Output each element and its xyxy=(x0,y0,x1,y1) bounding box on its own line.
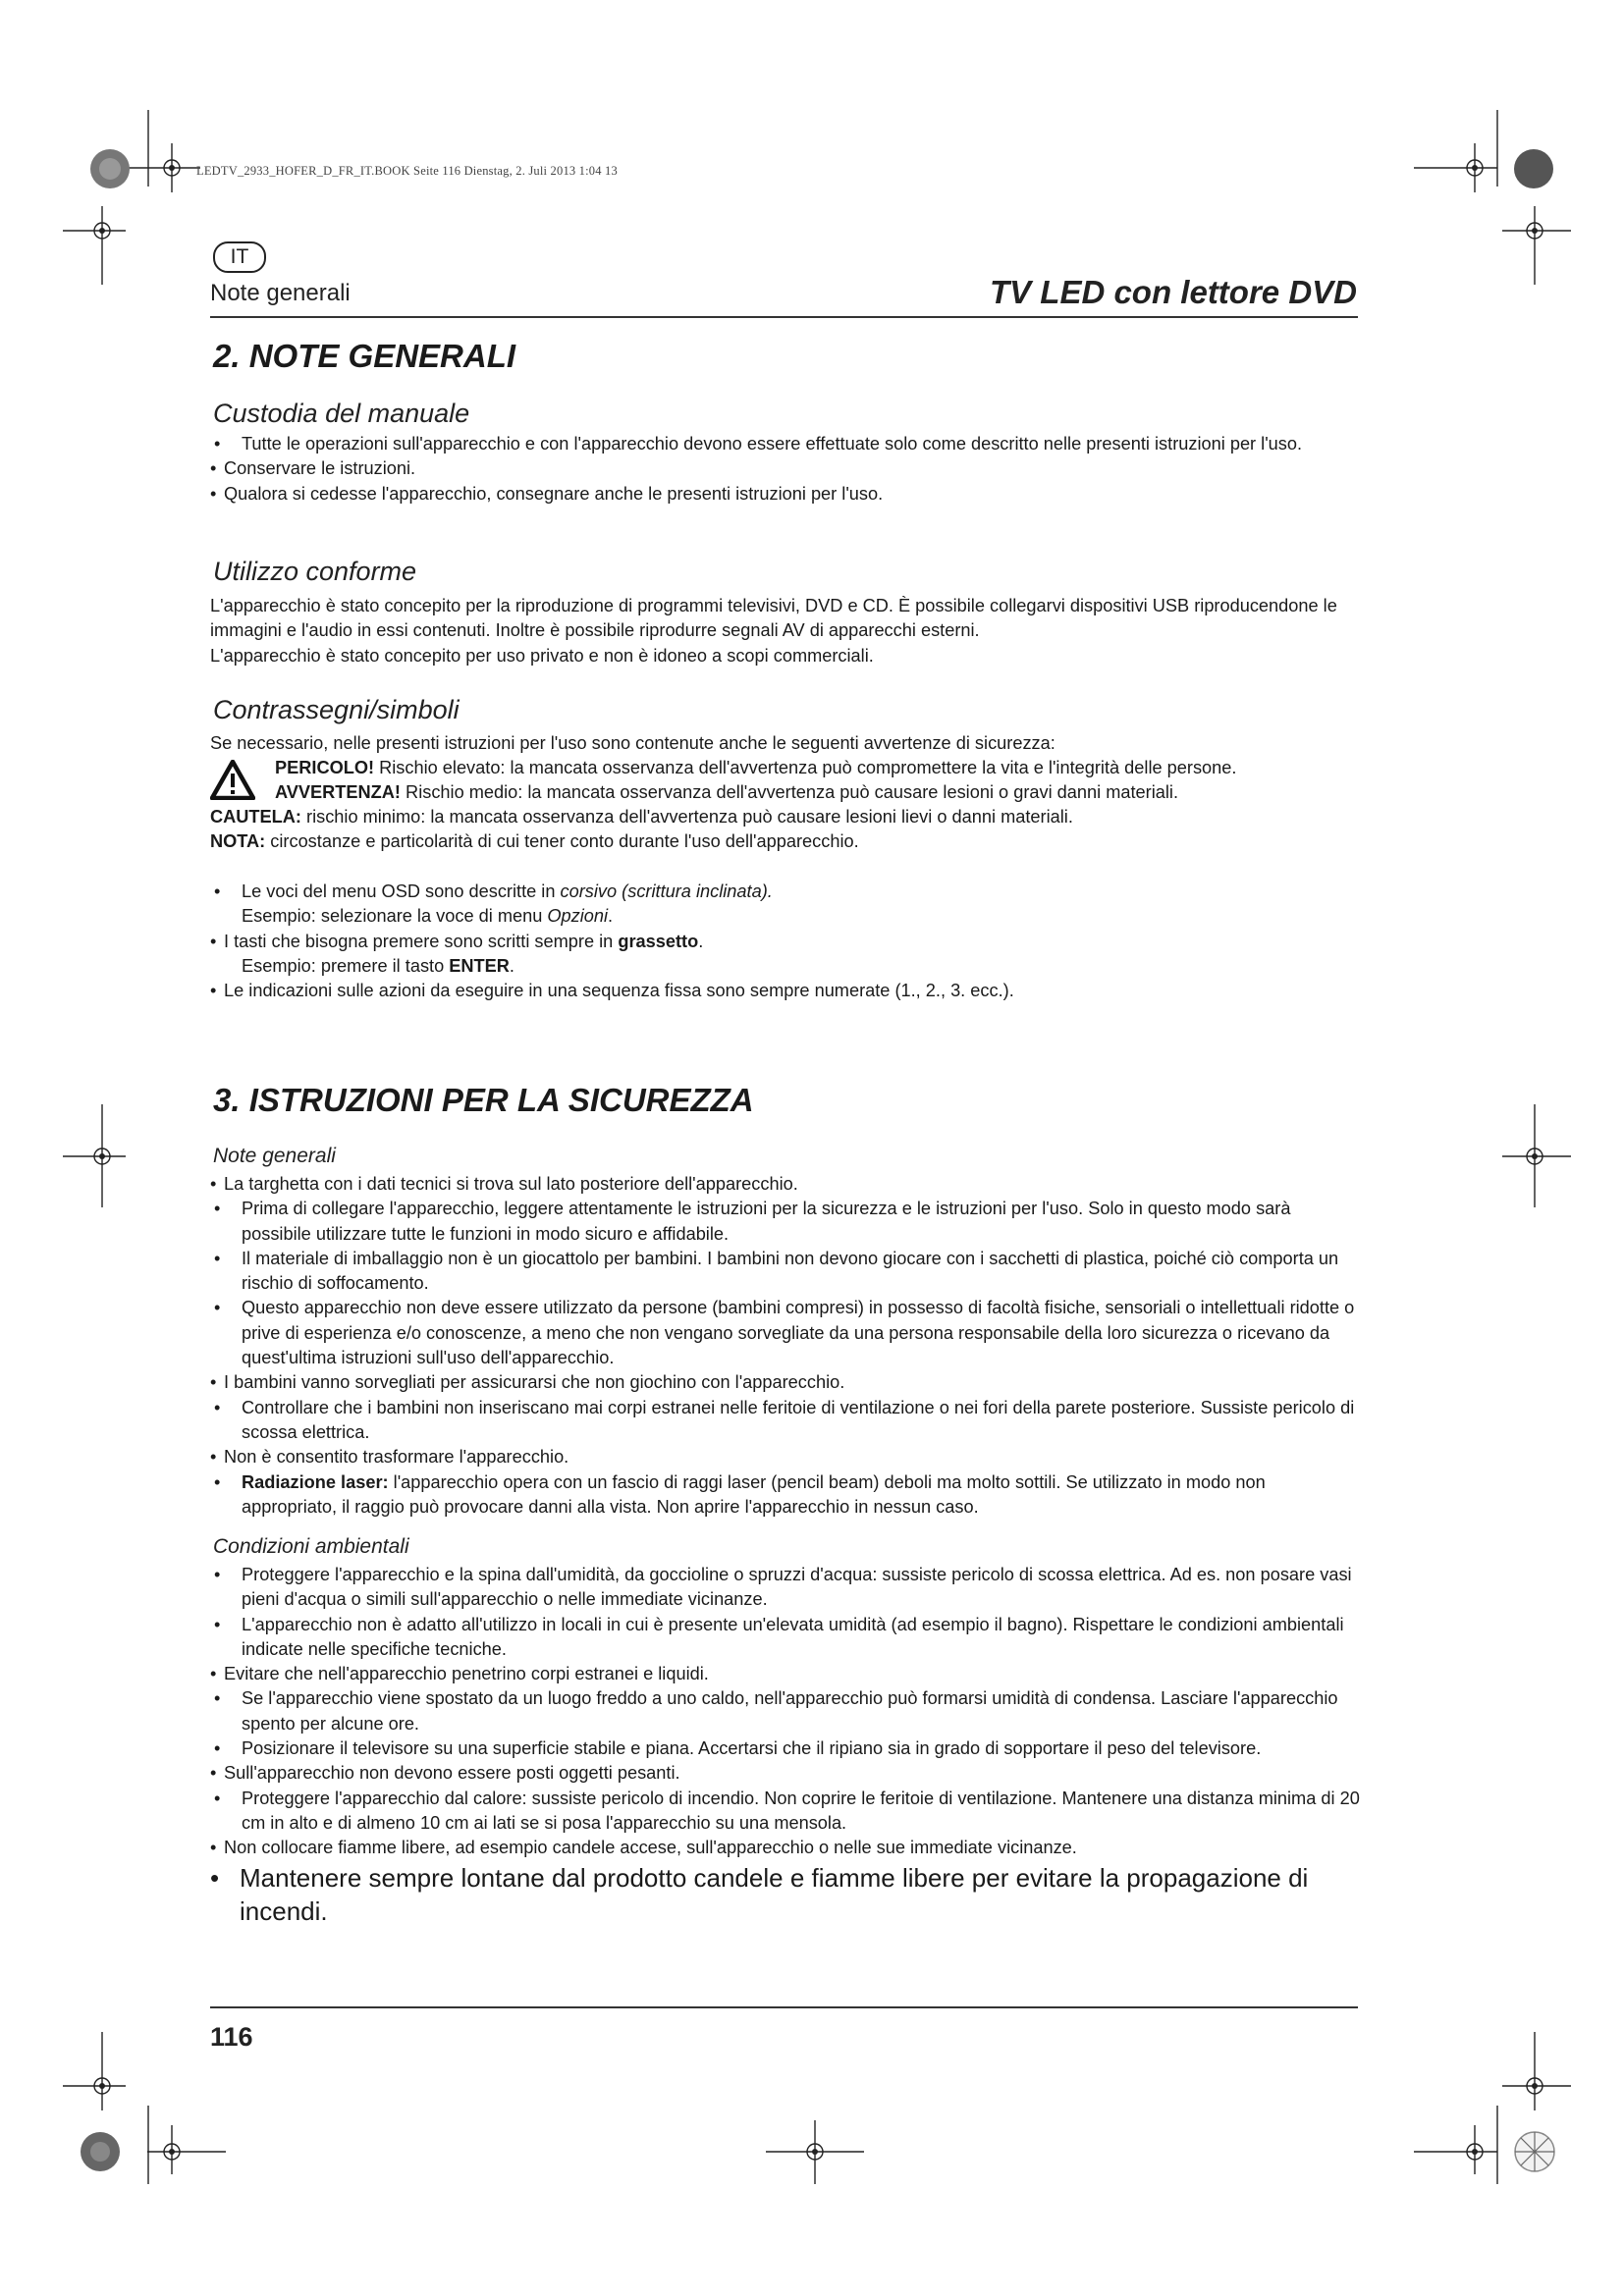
condizioni-heading: Condizioni ambientali xyxy=(213,1535,409,1558)
list-item xyxy=(210,880,1361,904)
list-item: • Evitare che nell'apparecchio penetrino corpi estranei e liquidi. xyxy=(210,1662,1361,1686)
header-title: TV LED con lettore DVD xyxy=(989,274,1357,310)
nota-line xyxy=(210,829,1361,854)
list-item: • Posizionare il televisore su una superficie stabile e piana. Accertarsi che il ripiano sia in grado di sopportare il peso del televisore. xyxy=(210,1736,1361,1761)
list-item: • Non collocare fiamme libere, ad esempio candele accese, sull'apparecchio o nelle sue immediate vicinanze. xyxy=(210,1836,1361,1860)
warning-triangle-icon xyxy=(210,760,255,800)
osd-text: Le voci del menu OSD sono descritte in xyxy=(242,881,561,901)
keys-example-text: Esempio: premere il tasto xyxy=(242,955,450,976)
custodia-list xyxy=(210,432,1361,507)
list-item: • Proteggere l'apparecchio dal calore: sussiste pericolo di incendio. Non coprire le feritoie di ventilazione. Mantenere una distanza minima di 20 cm in alto e di almeno 10 cm ai lati se si posa l'apparecchio su una mensola. xyxy=(210,1787,1361,1837)
osd-italic: corsivo (scrittura inclinata). xyxy=(560,881,773,901)
list-item xyxy=(210,1470,1361,1521)
header-divider xyxy=(210,316,1358,318)
cautela-label: CAUTELA: xyxy=(210,807,301,827)
nota-label: NOTA: xyxy=(210,831,266,851)
list-item: • Non è consentito trasformare l'apparecchio. xyxy=(210,1445,1361,1469)
avvertenza-line xyxy=(275,780,1365,805)
keys-bold: grassetto xyxy=(618,931,699,951)
list-item xyxy=(210,930,1361,954)
conventions-list xyxy=(210,880,1361,1003)
footer-divider xyxy=(210,2006,1358,2008)
paragraph: L'apparecchio è stato concepito per uso privato e non è idoneo a scopi commerciali. xyxy=(210,645,874,666)
section-2-heading: 2. NOTE GENERALI xyxy=(213,338,516,374)
list-item: • Prima di collegare l'apparecchio, leggere attentamente le istruzioni per la sicurezza e le istruzioni per l'uso. Solo in questo modo sarà possibile utilizzare tutte le funzioni in modo sicuro e affidabile. xyxy=(210,1197,1361,1247)
contrassegni-intro: Se necessario, nelle presenti istruzioni per l'uso sono contenute anche le seguenti avvertenze di sicurezza: xyxy=(210,733,1056,753)
print-info: LEDTV_2933_HOFER_D_FR_IT.BOOK Seite 116 Dienstag, 2. Juli 2013 1:04 13 xyxy=(196,164,618,178)
language-badge: IT xyxy=(213,241,266,273)
condizioni-list xyxy=(210,1563,1361,1928)
keys-example-end: . xyxy=(509,955,514,976)
keys-example xyxy=(210,954,1361,979)
avvertenza-text: Rischio medio: la mancata osservanza dell'avvertenza può causare lesioni o gravi danni materiali. xyxy=(401,782,1179,802)
osd-example-italic: Opzioni xyxy=(547,906,609,927)
laser-label: Radiazione laser: xyxy=(242,1471,389,1492)
contrassegni-heading: Contrassegni/simboli xyxy=(213,695,460,724)
note-generali-heading: Note generali xyxy=(213,1145,336,1167)
list-item: • Se l'apparecchio viene spostato da un luogo freddo a uno caldo, nell'apparecchio può formarsi umidità di condensa. Lasciare l'apparecchio spento per alcune ore. xyxy=(210,1686,1361,1736)
pericolo-line xyxy=(275,756,1365,780)
list-item: • Il materiale di imballaggio non è un giocattolo per bambini. I bambini non devono giocare con i sacchetti di plastica, poiché ciò comporta un rischio di soffocamento. xyxy=(210,1247,1361,1297)
page-number: 116 xyxy=(210,2022,253,2052)
list-item: • Questo apparecchio non deve essere utilizzato da persone (bambini compresi) in possesso di facoltà fisiche, sensoriali o intellettuali ridotte o prive di esperienza e/o conoscenze, a meno che non vengano sorvegliate da una persona responsabile della loro sicurezza o ricevano da quest'ultima istruzioni sull'uso dell'apparecchio. xyxy=(210,1296,1361,1370)
custodia-heading: Custodia del manuale xyxy=(213,399,470,428)
list-item: • La targhetta con i dati tecnici si trova sul lato posteriore dell'apparecchio. xyxy=(210,1172,1361,1197)
osd-example-text: Esempio: selezionare la voce di menu xyxy=(242,906,548,927)
cautela-text: rischio minimo: la mancata osservanza dell'avvertenza può causare lesioni lievi o danni materiali. xyxy=(300,807,1073,827)
avvertenza-label: AVVERTENZA! xyxy=(275,782,401,802)
keys-example-bold: ENTER xyxy=(449,955,510,976)
osd-example-end: . xyxy=(608,906,614,927)
note-generali-list xyxy=(210,1172,1361,1520)
list-item: • Proteggere l'apparecchio e la spina dall'umidità, da goccioline o spruzzi d'acqua: sussiste pericolo di scossa elettrica. Ad es. non posare vasi pieni d'acqua o simili sull'apparecchio o nelle immediate vicinanze. xyxy=(210,1563,1361,1613)
section-3-heading: 3. ISTRUZIONI PER LA SICUREZZA xyxy=(213,1082,754,1118)
list-item: • Conservare le istruzioni. xyxy=(210,456,1361,481)
list-item: • L'apparecchio non è adatto all'utilizzo in locali in cui è presente un'elevata umidità (ad esempio il bagno). Rispettare le condizioni ambientali indicate nelle specifiche tecniche. xyxy=(210,1613,1361,1663)
list-item: • Sull'apparecchio non devono essere posti oggetti pesanti. xyxy=(210,1761,1361,1786)
list-item: • Tutte le operazioni sull'apparecchio e con l'apparecchio devono essere effettuate solo come descritto nelle presenti istruzioni per l'uso. xyxy=(210,432,1361,456)
list-item: • Qualora si cedesse l'apparecchio, consegnare anche le presenti istruzioni per l'uso. xyxy=(210,482,1361,507)
pericolo-label: PERICOLO! xyxy=(275,758,375,777)
utilizzo-body xyxy=(210,594,1361,668)
header-section: Note generali xyxy=(210,280,351,306)
paragraph: L'apparecchio è stato concepito per la riproduzione di programmi televisivi, DVD e CD. È possibile collegarvi dispositivi USB riproducendone le immagini e l'audio in essi contenuti. Inoltre è possibile riprodurre segnali AV di apparecchi esterni. xyxy=(210,596,1337,641)
nota-text: circostanze e particolarità di cui tener conto durante l'uso dell'apparecchio. xyxy=(265,831,859,851)
keys-end: . xyxy=(698,931,704,951)
list-item: • Controllare che i bambini non inseriscano mai corpi estranei nelle feritoie di ventilazione o nei fori della parete posteriore. Sussiste pericolo di scossa elettrica. xyxy=(210,1396,1361,1446)
osd-example xyxy=(210,904,1361,929)
list-item: • I bambini vanno sorvegliati per assicurarsi che non giochino con l'apparecchio. xyxy=(210,1370,1361,1395)
pericolo-text: Rischio elevato: la mancata osservanza dell'avvertenza può compromettere la vita e l'integrità delle persone. xyxy=(374,758,1237,777)
cautela-line xyxy=(210,805,1361,829)
list-item: • Mantenere sempre lontane dal prodotto candele e fiamme libere per evitare la propagazione di incendi. xyxy=(210,1861,1361,1928)
list-item: • Le indicazioni sulle azioni da eseguire in una sequenza fissa sono sempre numerate (1., 2., 3. ecc.). xyxy=(210,979,1361,1003)
utilizzo-heading: Utilizzo conforme xyxy=(213,557,417,586)
keys-text: I tasti che bisogna premere sono scritti sempre in xyxy=(224,931,619,951)
laser-text: l'apparecchio opera con un fascio di raggi laser (pencil beam) deboli ma molto sottili. Se utilizzato in modo non appropriato, il raggio può provocare danni alla vista. Non aprire l'apparecchio in nessun caso. xyxy=(242,1471,1266,1517)
